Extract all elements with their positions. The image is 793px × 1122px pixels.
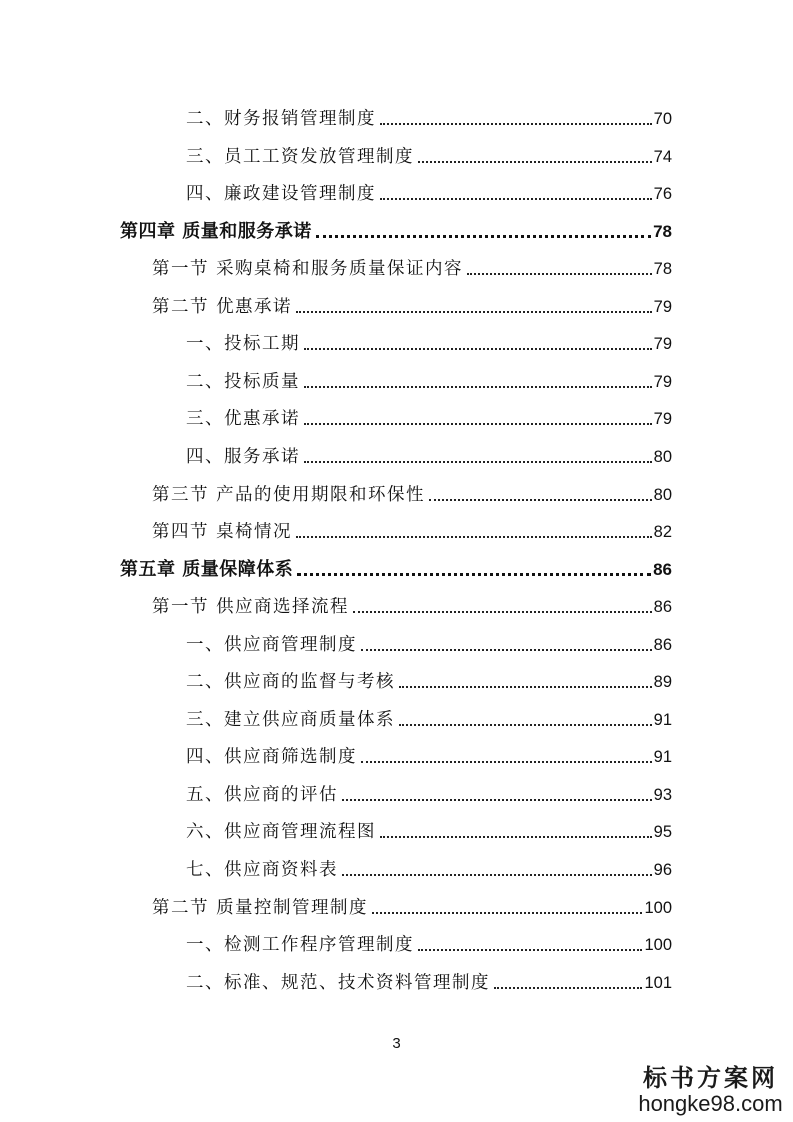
watermark-title: 标书方案网 xyxy=(643,1063,778,1092)
toc-dot-leader xyxy=(304,460,652,463)
toc-section-entry[interactable] xyxy=(152,250,672,280)
toc-section-entry[interactable] xyxy=(152,889,672,919)
toc-entry-page: 79 xyxy=(653,372,672,391)
toc-entry-page: 78 xyxy=(653,221,672,241)
toc-entry-label: 三、优惠承诺 xyxy=(186,409,300,430)
toc-entry-label: 第四章 质量和服务承诺 xyxy=(120,220,312,242)
toc-dot-leader xyxy=(342,873,652,876)
toc-item-entry[interactable] xyxy=(186,438,672,468)
toc-dot-leader xyxy=(429,498,652,501)
toc-entry-label: 一、供应商管理制度 xyxy=(186,634,357,655)
toc-entry-label: 二、供应商的监督与考核 xyxy=(186,672,395,693)
toc-section-entry[interactable] xyxy=(152,513,672,543)
toc-dot-leader xyxy=(380,835,652,838)
toc-entry-label: 第四节 桌椅情况 xyxy=(152,522,293,543)
toc-dot-leader xyxy=(353,610,652,613)
toc-item-entry[interactable] xyxy=(186,964,672,994)
toc-dot-leader xyxy=(304,385,652,388)
toc-dot-leader xyxy=(380,197,652,200)
toc-entry-label: 第一节 采购桌椅和服务质量保证内容 xyxy=(152,259,464,280)
toc-entry-page: 79 xyxy=(653,297,672,316)
toc-entry-label: 第一节 供应商选择流程 xyxy=(152,597,350,618)
toc-entry-page: 93 xyxy=(653,785,672,804)
toc-entry-label: 七、供应商资料表 xyxy=(186,860,338,880)
toc-entry-label: 第二节 质量控制管理制度 xyxy=(152,897,369,918)
toc-item-entry[interactable] xyxy=(186,400,672,430)
toc-item-entry[interactable] xyxy=(186,100,672,130)
toc-dot-leader xyxy=(361,760,652,763)
toc-entry-page: 91 xyxy=(653,710,672,729)
toc-dot-leader xyxy=(418,160,652,163)
toc-entry-page: 79 xyxy=(653,410,672,429)
toc-dot-leader xyxy=(418,948,642,951)
toc-entry-label: 二、投标质量 xyxy=(186,371,300,392)
toc-entry-label: 一、检测工作程序管理制度 xyxy=(186,935,414,956)
toc-entry-label: 第五章 质量保障体系 xyxy=(120,558,294,580)
toc-dot-leader xyxy=(380,122,652,125)
toc-entry-label: 第二节 优惠承诺 xyxy=(152,296,293,317)
toc-item-entry[interactable] xyxy=(186,776,672,806)
toc-chapter-entry[interactable] xyxy=(120,551,672,581)
toc-dot-leader xyxy=(304,422,652,425)
toc-item-entry[interactable] xyxy=(186,851,672,881)
toc-entry-page: 86 xyxy=(653,598,672,617)
toc-entry-page: 101 xyxy=(644,973,672,992)
toc-entry-label: 五、供应商的评估 xyxy=(186,784,338,805)
toc-entry-page: 95 xyxy=(653,823,672,842)
toc-dot-leader xyxy=(342,798,652,801)
toc-entry-page: 91 xyxy=(653,748,672,767)
toc-entry-page: 79 xyxy=(653,335,672,354)
toc-entry-page: 80 xyxy=(653,447,672,466)
toc-dot-leader xyxy=(304,347,652,350)
toc-dot-leader xyxy=(494,986,642,989)
toc-dot-leader xyxy=(372,911,642,914)
watermark-logo xyxy=(638,1064,783,1116)
toc-entry-page: 70 xyxy=(653,110,672,128)
toc-item-entry[interactable] xyxy=(186,175,672,205)
toc-section-entry[interactable] xyxy=(152,476,672,506)
toc-entry-page: 100 xyxy=(644,898,672,917)
toc-entry-label: 二、财务报销管理制度 xyxy=(186,109,376,129)
toc-item-entry[interactable] xyxy=(186,363,672,393)
toc-section-entry[interactable] xyxy=(152,288,672,318)
toc-item-entry[interactable] xyxy=(186,701,672,731)
toc-entry-page: 74 xyxy=(653,147,672,166)
toc-entry-page: 86 xyxy=(653,559,672,579)
toc-entry-label: 第三节 产品的使用期限和环保性 xyxy=(152,484,426,505)
toc-dot-leader xyxy=(467,272,652,275)
watermark-url: hongke98.com xyxy=(638,1091,783,1116)
toc-dot-leader xyxy=(361,648,652,651)
toc-dot-leader xyxy=(296,535,652,538)
toc-entry-page: 96 xyxy=(653,861,672,879)
toc-entry-label: 四、供应商筛选制度 xyxy=(186,747,357,768)
toc-entry-page: 82 xyxy=(653,523,672,542)
toc-entry-label: 四、廉政建设管理制度 xyxy=(186,184,376,205)
toc-entry-page: 80 xyxy=(653,485,672,504)
toc-entry-page: 78 xyxy=(653,260,672,279)
toc-chapter-entry[interactable] xyxy=(120,213,672,243)
toc-item-entry[interactable] xyxy=(186,325,672,355)
toc-dot-leader xyxy=(399,685,652,688)
toc-entry-label: 二、标准、规范、技术资料管理制度 xyxy=(186,972,490,993)
toc-entry-page: 89 xyxy=(653,673,672,692)
toc-entry-page: 100 xyxy=(644,936,672,955)
toc-item-entry[interactable] xyxy=(186,926,672,956)
toc-dot-leader xyxy=(316,234,651,238)
toc-entry-label: 三、建立供应商质量体系 xyxy=(186,709,395,730)
toc-item-entry[interactable] xyxy=(186,663,672,693)
toc-dot-leader xyxy=(297,572,651,576)
toc-entry-label: 一、投标工期 xyxy=(186,334,300,355)
toc-entry-label: 四、服务承诺 xyxy=(186,446,300,467)
toc-entry-label: 六、供应商管理流程图 xyxy=(186,822,376,843)
toc-item-entry[interactable] xyxy=(186,138,672,168)
toc-section-entry[interactable] xyxy=(152,588,672,618)
toc-dot-leader xyxy=(296,310,652,313)
toc-item-entry[interactable] xyxy=(186,813,672,843)
page-number: 3 xyxy=(392,1035,401,1052)
toc-item-entry[interactable] xyxy=(186,626,672,656)
toc-entry-page: 86 xyxy=(653,635,672,654)
toc-item-entry[interactable] xyxy=(186,738,672,768)
toc-entry-page: 76 xyxy=(653,185,672,204)
toc-entry-label: 三、员工工资发放管理制度 xyxy=(186,146,414,167)
toc-dot-leader xyxy=(399,723,652,726)
